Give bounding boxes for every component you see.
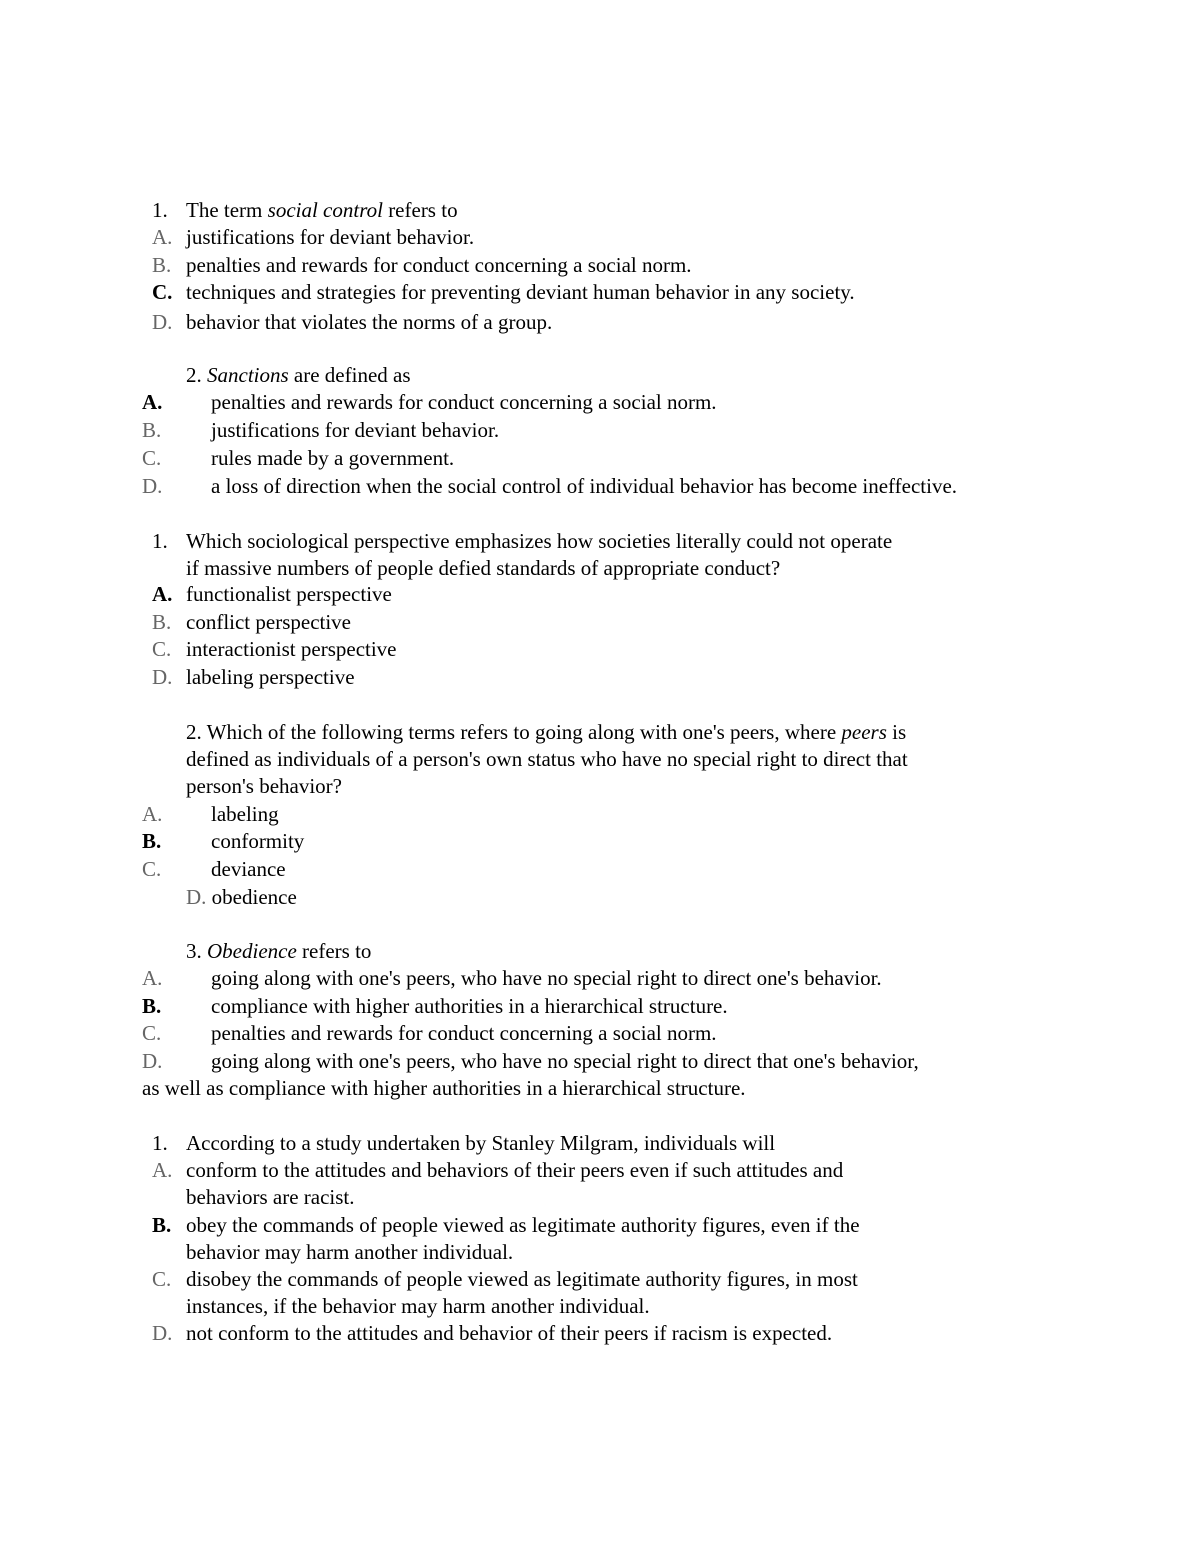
option-b-text: compliance with higher authorities in a hierarchical structure. [211,994,728,1018]
option-c-text: interactionist perspective [186,637,397,661]
option-letter-b: B. [142,418,162,442]
question-text-line-2: defined as individuals of a person's own status who have no special right to direct that [186,747,908,771]
option-letter-d: D. [142,1049,163,1073]
option-d-row [186,885,297,909]
option-a-text: justifications for deviant behavior. [186,225,475,249]
option-b-text-line-1: obey the commands of people viewed as legitimate authority figures, even if the [186,1213,860,1237]
question-number: 1. [152,1131,168,1155]
option-letter-d: D. [142,474,163,498]
option-letter-a-correct: A. [142,390,163,414]
term-obedience: Obedience [207,939,297,963]
option-letter-a: A. [152,225,173,249]
option-b-text: conflict perspective [186,610,352,634]
option-letter-b: B. [152,610,172,634]
question-number: 1. [152,198,168,222]
option-letter-d: D. [186,885,207,909]
option-letter-b-correct: B. [142,829,162,853]
question-number: 1. [152,529,168,553]
option-d-text: behavior that violates the norms of a group. [186,310,553,334]
question-text: According to a study undertaken by Stanley Milgram, individuals will [186,1131,776,1155]
question-text-line-1: 2. Which of the following terms refers to going along with one's peers, where peers is [186,720,907,744]
option-letter-b: B. [152,253,172,277]
option-letter-c: C. [152,1267,172,1291]
option-d-text: going along with one's peers, who have no special right to direct that one's behavior, [211,1049,919,1073]
option-a-text: functionalist perspective [186,582,392,606]
option-letter-c: C. [142,446,162,470]
option-b-text-line-2: behavior may harm another individual. [186,1240,514,1264]
option-d-text: obedience [211,885,297,909]
option-a-text: penalties and rewards for conduct concerning a social norm. [211,390,717,414]
option-d-text: not conform to the attitudes and behavior of their peers if racism is expected. [186,1321,833,1345]
term-sanctions: Sanctions [207,363,289,387]
option-d-text-continued: as well as compliance with higher authorities in a hierarchical structure. [142,1076,746,1100]
option-letter-c: C. [142,857,162,881]
option-letter-c: C. [142,1021,162,1045]
option-c-text: techniques and strategies for preventing deviant human behavior in any society. [186,280,855,304]
option-b-text: conformity [211,829,305,853]
option-letter-d: D. [152,310,173,334]
option-c-text: penalties and rewards for conduct concerning a social norm. [211,1021,717,1045]
option-d-text: a loss of direction when the social control of individual behavior has become ineffective. [211,474,958,498]
option-c-text-line-2: instances, if the behavior may harm another individual. [186,1294,650,1318]
term-social-control: social control [267,198,383,222]
question-text: 2. Sanctions are defined as [186,363,411,387]
question-text: The term social control refers to [186,198,458,222]
question-text-line-1: Which sociological perspective emphasizes how societies literally could not operate [186,529,893,553]
option-letter-b-correct: B. [152,1213,172,1237]
option-c-text: rules made by a government. [211,446,455,470]
question-text: 3. Obedience refers to [186,939,372,963]
question-text-line-3: person's behavior? [186,774,342,798]
option-letter-a: A. [142,802,163,826]
option-b-text: penalties and rewards for conduct concerning a social norm. [186,253,692,277]
option-letter-a: A. [152,1158,173,1182]
option-c-text-line-1: disobey the commands of people viewed as legitimate authority figures, in most [186,1267,858,1291]
term-peers: peers [841,720,887,744]
option-a-text: labeling [211,802,279,826]
option-b-text: justifications for deviant behavior. [211,418,500,442]
option-a-text-line-2: behaviors are racist. [186,1185,355,1209]
option-a-text: going along with one's peers, who have no special right to direct one's behavior. [211,966,882,990]
option-c-text: deviance [211,857,286,881]
option-letter-c-correct: C. [152,280,173,304]
option-letter-a: A. [142,966,163,990]
option-letter-d: D. [152,1321,173,1345]
option-a-text-line-1: conform to the attitudes and behaviors of their peers even if such attitudes and [186,1158,844,1182]
question-text-line-2: if massive numbers of people defied standards of appropriate conduct? [186,556,781,580]
option-letter-a-correct: A. [152,582,173,606]
option-letter-c: C. [152,637,172,661]
option-letter-d: D. [152,665,173,689]
option-d-text: labeling perspective [186,665,355,689]
option-letter-b-correct: B. [142,994,162,1018]
